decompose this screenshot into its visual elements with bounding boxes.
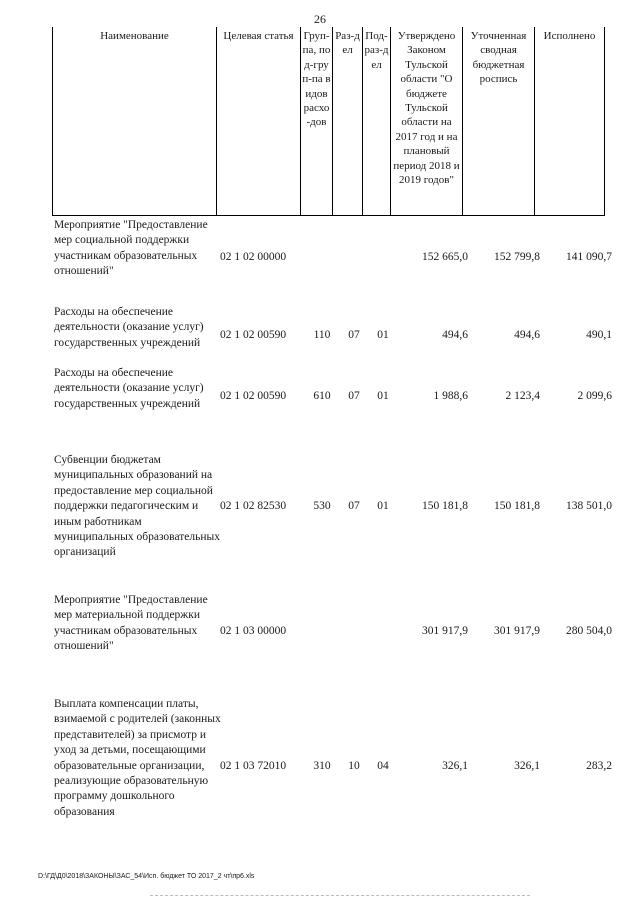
row-section: 07	[348, 500, 360, 512]
header-section: Раз-дел	[333, 27, 363, 216]
header-expense-group: Груп-па, под-груп-па видов расхо-дов	[301, 27, 333, 216]
header-refined: Уточненная сводная бюджетная роспись	[463, 27, 535, 216]
row-refined: 326,1	[514, 760, 540, 772]
row-executed: 283,2	[586, 760, 612, 772]
row-approved: 152 665,0	[422, 251, 468, 263]
row-group: 610	[313, 390, 331, 402]
row-name: Выплата компенсации платы, взимаемой с родителей (законных представителей) за присмотр и уход за детьми, посещающими образовательные организации, реализующие образовательную программу дошкольного образования	[54, 698, 221, 818]
header-name: Наименование	[53, 27, 217, 216]
row-refined: 301 917,9	[494, 625, 540, 637]
row-refined: 150 181,8	[494, 500, 540, 512]
row-section: 10	[348, 760, 360, 772]
row-subsection: 04	[377, 760, 389, 772]
header-target-article: Целевая статья	[217, 27, 301, 216]
row-name: Мероприятие "Предоставление мер социальной поддержки участникам образовательных отношений"	[54, 219, 208, 278]
row-group: 530	[313, 500, 331, 512]
row-executed: 280 504,0	[566, 625, 612, 637]
header-subsection: Под-раз-дел	[363, 27, 391, 216]
row-group: 310	[313, 760, 331, 772]
row-executed: 138 501,0	[566, 500, 612, 512]
row-section: 07	[348, 390, 360, 402]
file-path-footer: D:\ГД\Д0\2018\ЗАКОНЫ\ЗАС_54\Исп. бюджет ТО 2017_2 чт\пр6.xls	[38, 873, 255, 880]
row-section: 07	[348, 329, 360, 341]
row-approved: 150 181,8	[422, 500, 468, 512]
header-approved: Утверждено Законом Тульской области "О бюджете Тульской области на 2017 год и на плановый период 2018 и 2019 годов"	[391, 27, 463, 216]
row-approved: 301 917,9	[422, 625, 468, 637]
row-refined: 494,6	[514, 329, 540, 341]
scan-artifact-line	[150, 895, 530, 896]
row-name: Расходы на обеспечение деятельности (оказание услуг) государственных учреждений	[54, 367, 204, 410]
row-group: 110	[313, 329, 331, 341]
row-code: 02 1 03 00000	[220, 625, 287, 637]
row-subsection: 01	[377, 390, 389, 402]
row-approved: 1 988,6	[433, 390, 468, 402]
row-code: 02 1 02 00590	[220, 390, 287, 402]
header-executed: Исполнено	[535, 27, 605, 216]
row-executed: 2 099,6	[577, 390, 612, 402]
row-approved: 326,1	[442, 760, 468, 772]
row-code: 02 1 03 72010	[220, 760, 287, 772]
row-approved: 494,6	[442, 329, 468, 341]
row-code: 02 1 02 00590	[220, 329, 287, 341]
row-code: 02 1 02 82530	[220, 500, 287, 512]
row-executed: 490,1	[586, 329, 612, 341]
row-name: Расходы на обеспечение деятельности (оказание услуг) государственных учреждений	[54, 306, 204, 349]
row-name: Субвенции бюджетам муниципальных образований на предоставление мер социальной поддержки педагогическим и иным работникам муниципальных образовательных организаций	[54, 454, 221, 559]
row-refined: 152 799,8	[494, 251, 540, 263]
page-number: 26	[314, 12, 326, 26]
row-executed: 141 090,7	[566, 251, 612, 263]
row-subsection: 01	[377, 329, 389, 341]
row-name: Мероприятие "Предоставление мер материальной поддержки участникам образовательных отношений"	[54, 594, 208, 653]
row-refined: 2 123,4	[505, 390, 540, 402]
row-subsection: 01	[377, 500, 389, 512]
row-code: 02 1 02 00000	[220, 251, 287, 263]
